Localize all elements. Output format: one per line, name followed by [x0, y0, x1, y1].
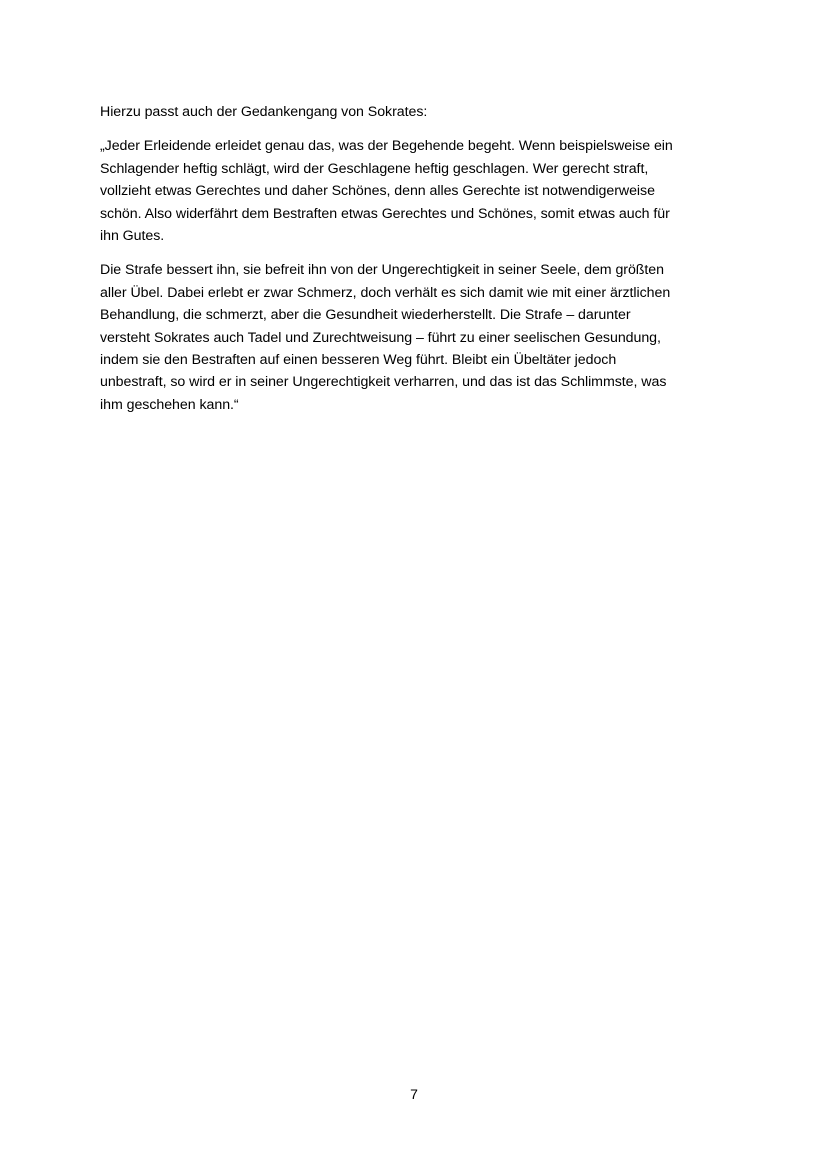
- text-line: indem sie den Bestraften auf einen besseren Weg führt. Bleibt ein Übeltäter jedoch: [100, 352, 617, 369]
- text-line: versteht Sokrates auch Tadel und Zurechtweisung – führt zu einer seelischen Gesundung,: [100, 329, 661, 346]
- quote-paragraph-2: [100, 259, 730, 416]
- text-line: aller Übel. Dabei erlebt er zwar Schmerz, doch verhält es sich damit wie mit einer ärztlichen: [100, 284, 671, 301]
- quote-paragraph-1: [100, 135, 730, 247]
- text-line: ihm geschehen kann.“: [100, 396, 239, 413]
- page-number: 7: [410, 1086, 418, 1102]
- text-line: unbestraft, so wird er in seiner Ungerechtigkeit verharren, und das ist das Schlimmste, was: [100, 374, 667, 391]
- text-line: Behandlung, die schmerzt, aber die Gesundheit wiederherstellt. Die Strafe – darunter: [100, 307, 631, 324]
- text-line: Die Strafe bessert ihn, sie befreit ihn von der Ungerechtigkeit in seiner Seele, dem größten: [100, 262, 664, 279]
- intro-paragraph: [100, 101, 730, 123]
- page-body: [100, 101, 730, 416]
- text-line: vollzieht etwas Gerechtes und daher Schönes, denn alles Gerechte ist notwendigerweise: [100, 183, 655, 200]
- text-line: „Jeder Erleidende erleidet genau das, was der Begehende begeht. Wenn beispielsweise ein: [100, 138, 673, 155]
- text-line: Schlagender heftig schlägt, wird der Geschlagene heftig geschlagen. Wer gerecht straft,: [100, 160, 649, 177]
- text-line: ihn Gutes.: [100, 228, 165, 245]
- text-line: schön. Also widerfährt dem Bestraften etwas Gerechtes und Schönes, somit etwas auch für: [100, 205, 670, 222]
- text-line: Hierzu passt auch der Gedankengang von Sokrates:: [100, 104, 428, 120]
